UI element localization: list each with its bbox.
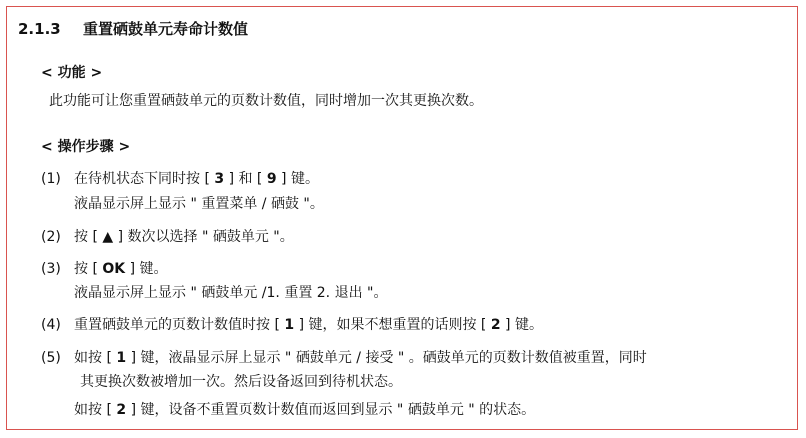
step-3-number: (3) <box>41 261 61 277</box>
step-1-line-1: 在待机状态下同时按 [ 3 ] 和 [ 9 ] 键。 <box>74 171 319 187</box>
key-1: 1 <box>116 350 127 366</box>
step-2-line-1: 按 [ ▲ ] 数次以选择 " 硒鼓单元 "。 <box>74 229 294 245</box>
key-3: 3 <box>214 171 225 187</box>
function-description: 此功能可让您重置硒鼓单元的页数计数值，同时增加一次其更换次数。 <box>49 93 483 109</box>
step-1-line-2: 液晶显示屏上显示 " 重置菜单 / 硒鼓 "。 <box>74 196 324 212</box>
function-heading: < 功能 > <box>41 65 103 81</box>
step-1-number: (1) <box>41 171 61 187</box>
step-3-line-1: 按 [ OK ] 键。 <box>74 261 168 277</box>
step-5-line-3: 如按 [ 2 ] 键，设备不重置页数计数值而返回到显示 " 硒鼓单元 " 的状态。 <box>74 402 536 418</box>
step-4-number: (4) <box>41 317 61 333</box>
step-5-number: (5) <box>41 350 61 366</box>
key-ok: OK <box>102 261 126 277</box>
section-title: 重置硒鼓单元寿命计数值 <box>83 20 249 38</box>
step-2-number: (2) <box>41 229 61 245</box>
steps-heading: < 操作步骤 > <box>41 139 131 155</box>
key-1: 1 <box>284 317 295 333</box>
step-4-line-1: 重置硒鼓单元的页数计数值时按 [ 1 ] 键，如果不想重置的话则按 [ 2 ] 键。 <box>74 317 543 333</box>
key-up: ▲ <box>102 229 114 245</box>
step-5-line-2: 其更换次数被增加一次。然后设备返回到待机状态。 <box>80 374 402 390</box>
key-9: 9 <box>266 171 277 187</box>
key-2: 2 <box>490 317 501 333</box>
section-number: 2.1.3 <box>18 20 61 38</box>
step-5-line-1: 如按 [ 1 ] 键，液晶显示屏上显示 " 硒鼓单元 / 接受 " 。硒鼓单元的页数计数值被重置，同时 <box>74 350 647 366</box>
key-2: 2 <box>116 402 127 418</box>
step-3-line-2: 液晶显示屏上显示 " 硒鼓单元 /1. 重置 2. 退出 "。 <box>74 285 388 301</box>
